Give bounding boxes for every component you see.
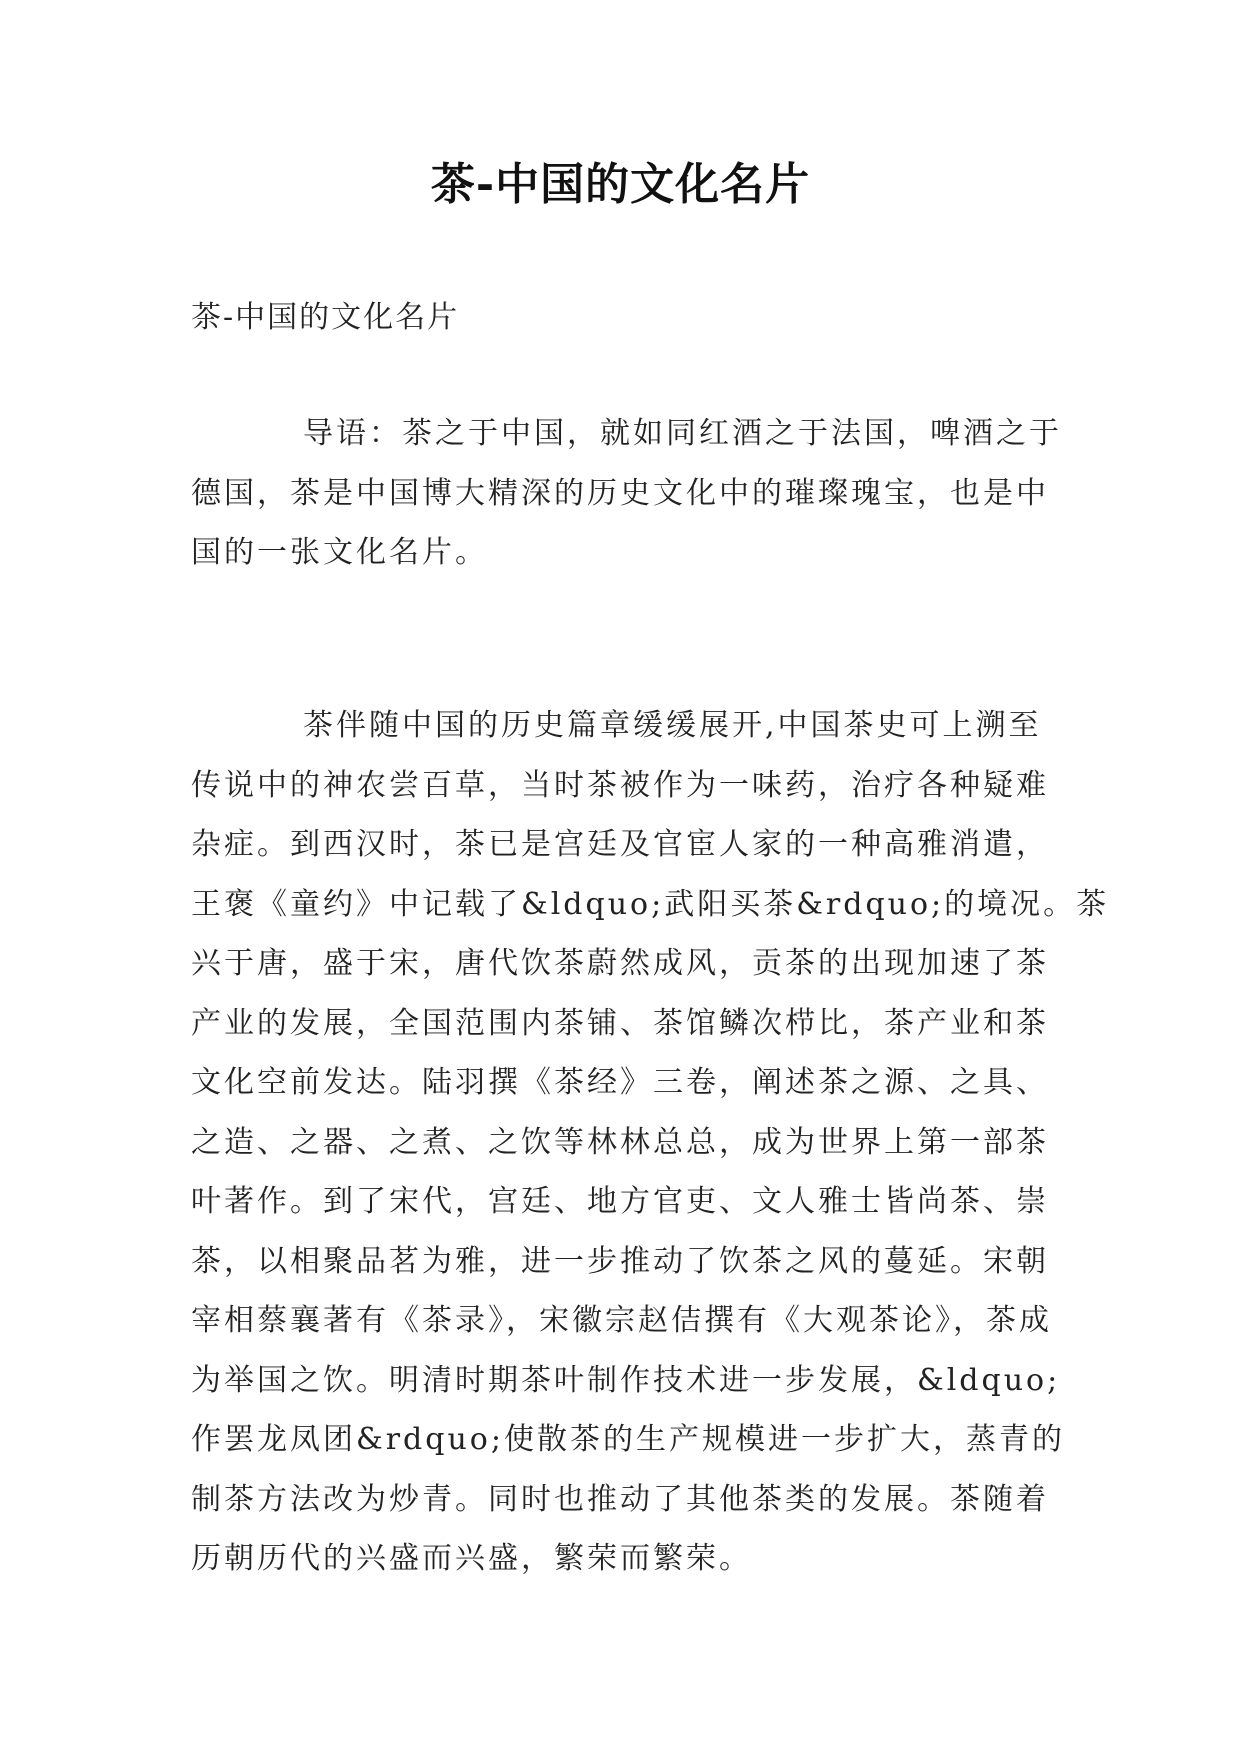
paragraph-line: 宰相蔡襄著有《茶录》，宋徽宗赵佶撰有《大观茶论》，茶成 — [191, 1303, 1052, 1338]
paragraph-line: 兴于唐，盛于宋，唐代饮茶蔚然成风，贡茶的出现加速了茶 — [191, 946, 1049, 981]
paragraph-line: 德国，茶是中国博大精深的历史文化中的璀璨瑰宝，也是中 — [191, 475, 1049, 511]
paragraph-line: 茶伴随中国的历史篇章缓缓展开,中国茶史可上溯至 — [303, 708, 1042, 743]
paragraph-line: 导语：茶之于中国，就如同红酒之于法国，啤酒之于 — [303, 416, 1062, 451]
paragraph-line: 之造、之器、之煮、之饮等林林总总，成为世界上第一部茶 — [191, 1124, 1049, 1160]
paragraph-line: 传说中的神农尝百草，当时茶被作为一味药，治疗各种疑难 — [191, 767, 1049, 803]
paragraph-intro — [191, 404, 1091, 583]
document-subtitle: 茶-中国的文化名片 — [191, 300, 460, 335]
paragraph-history — [191, 696, 1110, 1589]
paragraph-line: 杂症。到西汉时，茶已是宫廷及官宦人家的一种高雅消遣， — [191, 827, 1049, 862]
paragraph-line: 国的一张文化名片。 — [191, 535, 488, 570]
paragraph-line: 王褒《童约》中记载了&ldquo;武阳买茶&rdquo;的境况。茶 — [191, 886, 1110, 922]
paragraph-line: 为举国之饮。明清时期茶叶制作技术进一步发展，&ldquo; — [191, 1362, 1061, 1398]
paragraph-line: 历朝历代的兴盛而兴盛，繁荣而繁荣。 — [191, 1541, 752, 1576]
page-title: 茶-中国的文化名片 — [430, 159, 811, 210]
paragraph-line: 产业的发展，全国范围内茶铺、茶馆鳞次栉比，茶产业和茶 — [191, 1005, 1049, 1041]
paragraph-line: 作罢龙凤团&rdquo;使散茶的生产规模进一步扩大，蒸青的 — [191, 1422, 1065, 1457]
paragraph-line: 文化空前发达。陆羽撰《茶经》三卷，阐述茶之源、之具、 — [191, 1065, 1049, 1100]
paragraph-line: 叶著作。到了宋代，宫廷、地方官吏、文人雅士皆尚茶、崇 — [191, 1184, 1049, 1219]
paragraph-line: 茶，以相聚品茗为雅，进一步推动了饮茶之风的蔓延。宋朝 — [191, 1243, 1049, 1279]
paragraph-line: 制茶方法改为炒青。同时也推动了其他茶类的发展。茶随着 — [191, 1481, 1049, 1517]
